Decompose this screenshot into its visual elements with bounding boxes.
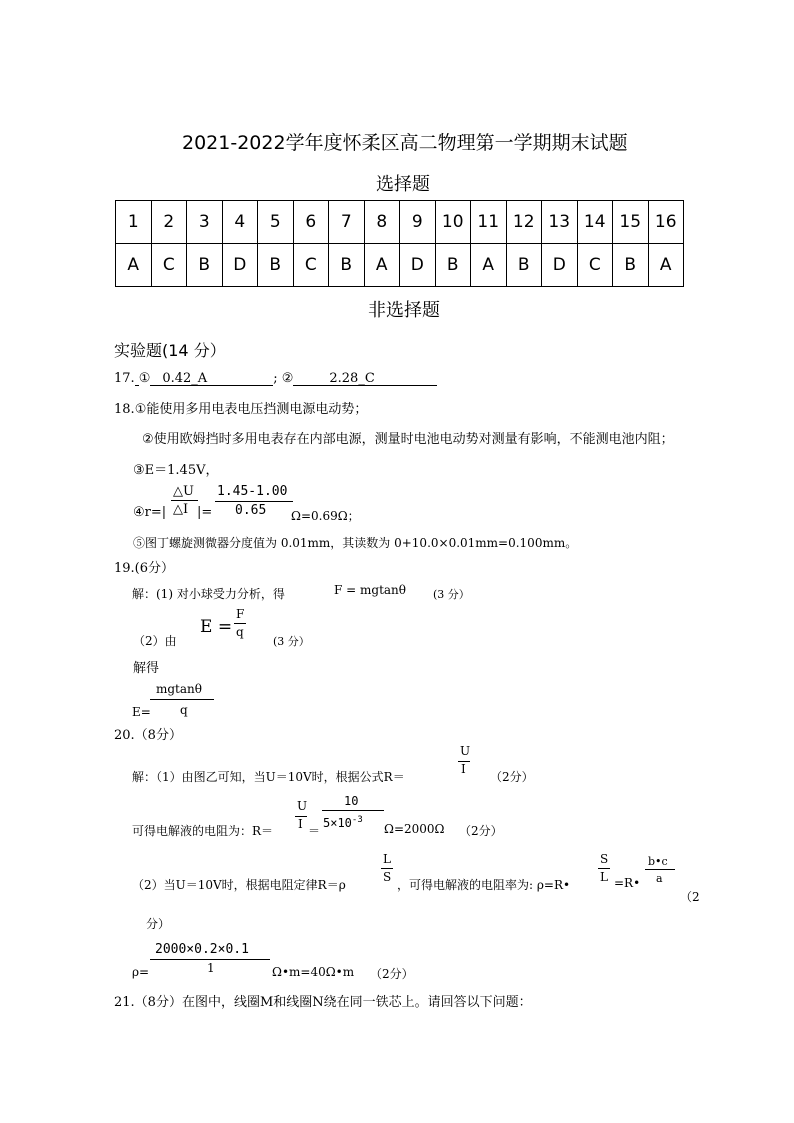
answer-cell: B: [187, 244, 223, 287]
q17-answer-1: 0.42_A: [162, 371, 208, 386]
q20-l3-denominator-2: L: [600, 870, 608, 884]
question-number-cell: 10: [435, 201, 471, 244]
q20-line-1: 解：（1）由图乙可知，当U＝10V时，根据公式R＝: [132, 770, 405, 784]
q20-l2-equals: ＝: [308, 824, 321, 838]
q18-r-result: Ω=0.69Ω；: [291, 509, 360, 523]
answer-table-answer-row: [116, 244, 684, 287]
question-number-cell: 15: [613, 201, 649, 244]
q18-r-numerator: △U: [173, 484, 194, 499]
question-number-cell: 8: [364, 201, 400, 244]
question-number-cell: 3: [187, 201, 223, 244]
answer-cell: B: [613, 244, 649, 287]
answer-cell: B: [506, 244, 542, 287]
q20-l2-denominator-2: [323, 815, 363, 830]
answer-cell: D: [222, 244, 258, 287]
q20-l3-numerator-2: S: [600, 852, 609, 866]
question-number-cell: 13: [542, 201, 578, 244]
q20-l4-denominator: 1: [207, 961, 215, 975]
q20-l1-numerator: U: [460, 744, 471, 758]
q20-line-3: （2）当U＝10V时，根据电阻定律R＝ρ: [132, 878, 346, 892]
answer-cell: C: [577, 244, 613, 287]
q20-line-2: 可得电解液的电阻为：R＝: [132, 824, 274, 838]
question-number-cell: 6: [293, 201, 329, 244]
q19-solve: 解得: [133, 661, 160, 676]
q20-l3-mid: ，可得电解液的电阻率为: ρ=R•: [397, 878, 571, 892]
q20-l4-left: ρ=: [132, 965, 150, 979]
answer-cell: A: [648, 244, 684, 287]
q19-heading: 19.(6分）: [114, 561, 175, 576]
page-title: 2021-2022学年度怀柔区高二物理第一学期期末试题: [182, 132, 628, 154]
section-choice-heading: 选择题: [376, 174, 430, 195]
answer-table-number-row: [116, 201, 684, 244]
q20-l3-denominator-3: a: [656, 872, 663, 885]
answer-cell: D: [400, 244, 436, 287]
q20-l2-numerator-2: 10: [344, 794, 359, 808]
q19-line-1: 解：(1) 对小球受力分析，得: [132, 587, 285, 601]
q18-line-5: ⑤图丁螺旋测微器分度值为 0.01mm，其读数为 0+10.0×0.01mm=0.100mm。: [133, 536, 578, 550]
q19-score-1: (3 分）: [433, 588, 470, 601]
q17-circle-2: ②: [281, 371, 294, 386]
q20-l1-denominator: I: [461, 762, 466, 776]
answer-cell: A: [364, 244, 400, 287]
experiment-heading: 实验题(14 分）: [114, 341, 226, 360]
q20-l3-numerator-3: b•c: [648, 855, 668, 868]
q20-l4-numerator: 2000×0.2×0.1: [155, 942, 249, 957]
q18-text-1: ①能使用多用电表电压挡测电源电动势；: [134, 402, 368, 417]
q20-l2-exponent: -3: [351, 815, 363, 825]
answer-cell: B: [329, 244, 365, 287]
q20-l2-result: Ω=2000Ω: [384, 822, 445, 836]
question-number-cell: 12: [506, 201, 542, 244]
answer-cell: A: [471, 244, 507, 287]
answer-table: [115, 200, 684, 287]
question-number-cell: 5: [258, 201, 294, 244]
question-number-cell: 11: [471, 201, 507, 244]
question-number-cell: 9: [400, 201, 436, 244]
q20-l2-denominator-base: 5×10: [323, 816, 352, 830]
question-number-cell: 7: [329, 201, 365, 244]
q17-answer-2: 2.28_C: [329, 371, 375, 386]
q18-r-prefix: ④r=|: [133, 505, 167, 520]
answer-cell: A: [116, 244, 152, 287]
q20-l3-score-b: 分）: [146, 917, 171, 931]
question-number-cell: 14: [577, 201, 613, 244]
q20-l4-result: Ω•m=40Ω•m: [272, 965, 355, 979]
question-number-cell: 16: [648, 201, 684, 244]
q18-r-denominator-2: 0.65: [235, 503, 267, 518]
q21-line: 21.（8分）在图中，线圈M和线圈N绕在同一铁芯上。请回答以下问题：: [114, 995, 532, 1010]
q19-equation-1: F = mgtanθ: [334, 583, 406, 597]
q18-r-mid: |=: [197, 505, 213, 520]
q18-line-3: ③E＝1.45V，: [133, 463, 219, 478]
q19-eq2-denominator: q: [236, 625, 244, 639]
q19-eq2-left: E =: [200, 617, 233, 637]
answer-cell: B: [258, 244, 294, 287]
q20-l2-numerator: U: [297, 799, 308, 813]
question-number-cell: 4: [222, 201, 258, 244]
q20-l2-score: （2分）: [459, 824, 503, 838]
q19-line-2: （2）由: [133, 634, 177, 648]
q20-l2-denominator: I: [298, 817, 303, 831]
q20-l3-mid-2: =R•: [614, 876, 641, 890]
q20-l3-denominator: S: [383, 870, 392, 884]
q19-score-2: (3 分）: [273, 635, 310, 648]
answer-cell: C: [293, 244, 329, 287]
q18-number: 18.: [114, 402, 135, 417]
q18-line-1: [114, 398, 367, 417]
section-nonchoice-heading: 非选择题: [368, 300, 440, 321]
q19-result-denominator: q: [180, 703, 188, 717]
q19-eq2-numerator: F: [236, 607, 245, 621]
q19-result-numerator: mgtanθ: [156, 682, 202, 696]
q18-line-2: ②使用欧姆挡时多用电表存在内部电源，测量时电池电动势对测量有影响，不能测电池内阻；: [142, 432, 674, 447]
q20-l3-numerator: L: [383, 852, 391, 866]
q18-r-denominator: △I: [173, 502, 189, 517]
question-number-cell: 2: [151, 201, 187, 244]
q17-circle-1: ①: [138, 371, 151, 386]
q18-r-numerator-2: 1.45-1.00: [217, 484, 288, 499]
answer-cell: B: [435, 244, 471, 287]
answer-cell: D: [542, 244, 578, 287]
question-number-cell: 1: [116, 201, 152, 244]
q20-l1-score: （2分）: [490, 770, 534, 784]
q20-l4-score: （2分）: [370, 967, 414, 981]
q20-heading: 20.（8分）: [114, 728, 182, 743]
answer-cell: C: [151, 244, 187, 287]
q20-l3-score-a: （2: [680, 890, 700, 904]
q19-result-left: E=: [132, 705, 151, 719]
q17-line: [114, 371, 437, 386]
q17-separator: ;: [273, 371, 278, 386]
q17-number: 17.: [114, 371, 135, 386]
